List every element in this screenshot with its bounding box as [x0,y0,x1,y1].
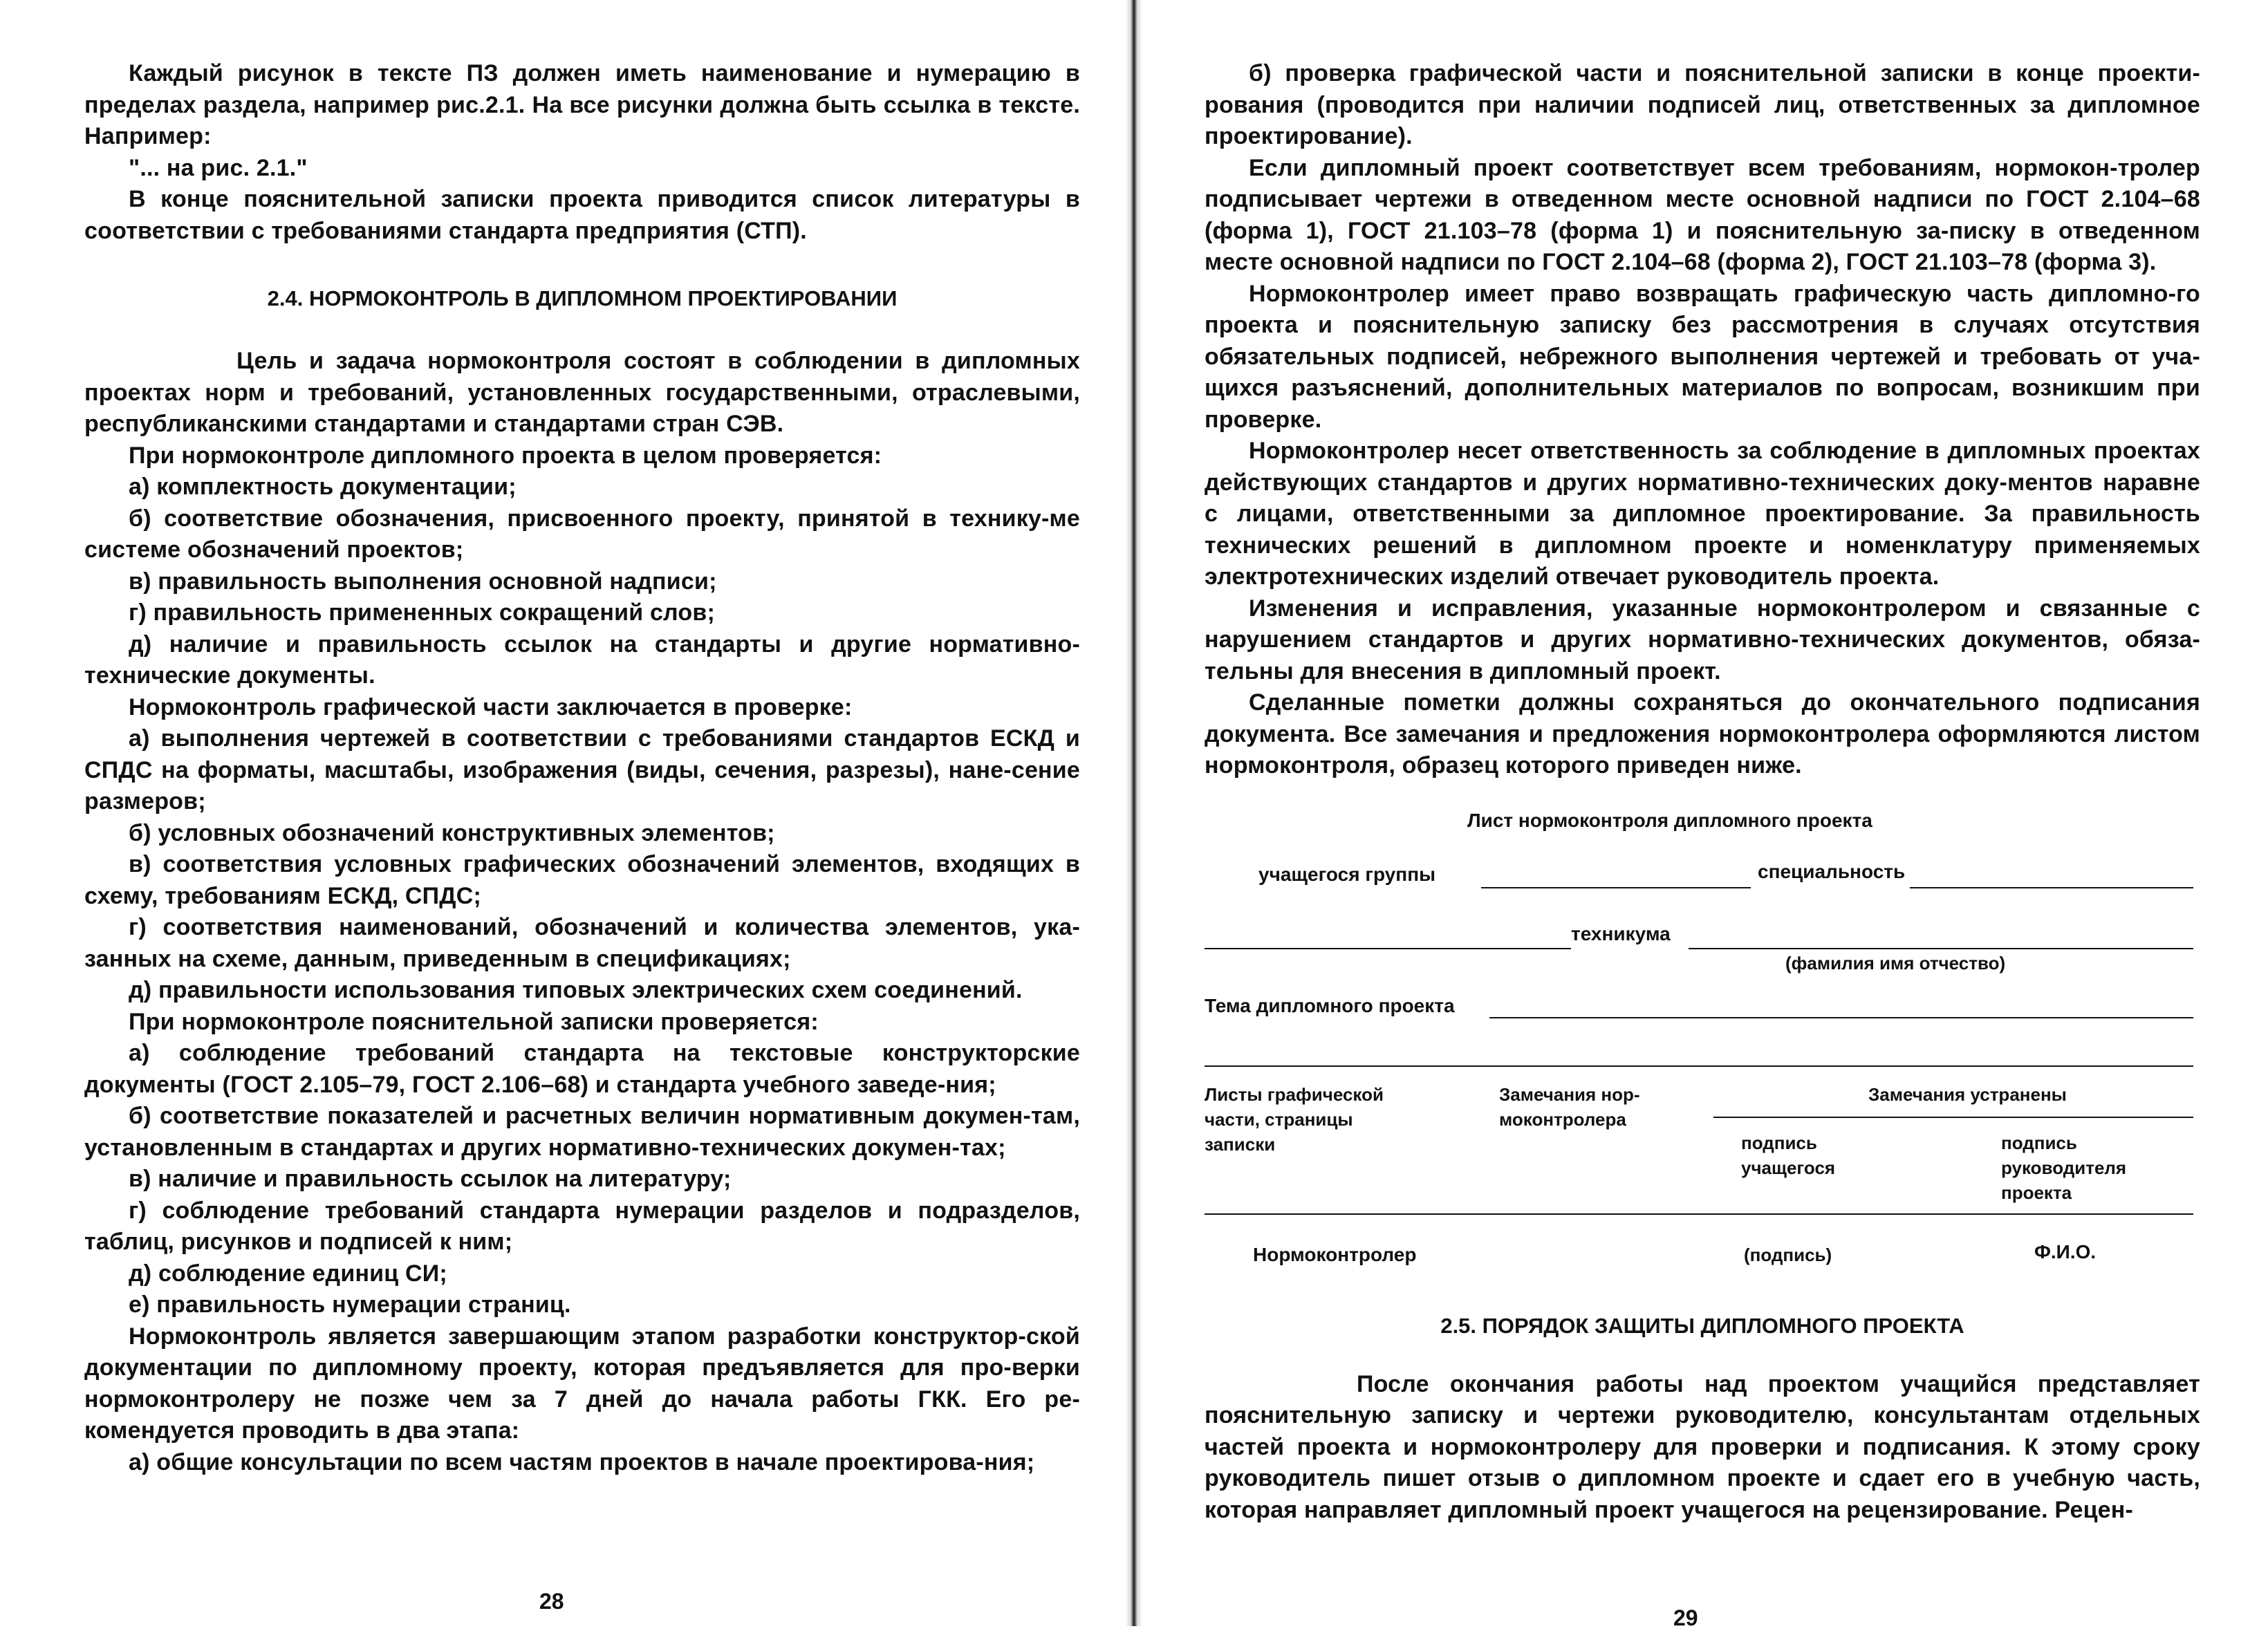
fio-short: Ф.И.О. [2034,1240,2097,1262]
col-fixed: Замечания устранены [1868,1083,2067,1105]
list-item: а) комплектность документации; [129,474,517,500]
paragraph: Нормоконтроль графической части заключается в проверке: [129,693,853,720]
section-title: 2.5. ПОРЯДОК ЗАЩИТЫ ДИПЛОМНОГО ПРОЕКТА [1440,1313,1964,1338]
fio-line [1689,948,2193,949]
col-remarks: Замечания нор-моконтролера [1499,1083,1640,1130]
fio-hint: (фамилия имя отчество) [1785,952,2006,973]
specialty-label: специальность [1758,860,1906,882]
group-line [1481,887,1751,888]
left-page [0,0,1120,1626]
signer-label: Нормоконтролер [1253,1243,1417,1265]
paragraph: После окончания работы над проектом учащийся представляет пояснительную записку и чертежи руководителю, консультантам отдельных частей проекта и нормоконтролеру для проверки и подписания. К этому сроку руководитель пишет отзыв о дипломном проекте и сдает его в учебную часть, которая направляет дипломный проект учащегося на рецензирование. Рецен- [1205,1370,2200,1523]
list-item: д) наличие и правильность ссылок на стандарты и другие нормативно-технические документы. [84,631,1080,689]
list-item: г) соблюдение требований стандарта нумерации разделов и подразделов, таблиц, рисунков и подписей к ним; [84,1197,1080,1255]
list-item: г) соответствия наименований, обозначений и количества элементов, ука-занных на схеме, данным, приведенным в спецификациях; [84,914,1080,972]
paragraph: Каждый рисунок в тексте ПЗ должен иметь наименование и нумерацию в пределах раздела, например рис.2.1. На все рисунки должна быть ссылка в тексте. Например: [84,60,1080,149]
page-number: 28 [539,1589,564,1614]
col-sign-head: подпись руководителя проекта [2001,1132,2127,1203]
list-item: б) проверка графической части и пояснительной записки в конце проекти-рования (проводится при наличии подписей лиц, ответственных за дипломное проектирование). [1205,60,2200,149]
paragraph: Сделанные пометки должны сохраняться до окончательного подписания документа. Все замечания и предложения нормоконтролера оформляются листом нормоконтроля, образец которого приведен ниже. [1205,689,2200,779]
paragraph: "... на рис. 2.1." [129,154,308,181]
list-item: в) соответствия условных графических обозначений элементов, входящих в схему, требованиям ЕСКД, СПДС; [84,851,1080,909]
paragraph: В конце пояснительной записки проекта приводится список литературы в соответствии с требованиями стандарта предприятия (СТП). [84,186,1080,244]
col-sheets: Листы графической части, страницы записки [1205,1083,1384,1155]
theme-line-2 [1205,1065,2193,1067]
right-page [1148,0,2268,1630]
sign-hint: (подпись) [1744,1244,1832,1265]
paragraph: При нормоконтроле пояснительной записки проверяется: [129,1008,819,1035]
normcontrol-form [1205,809,2200,1265]
list-item: д) соблюдение единиц СИ; [129,1260,447,1287]
list-item: е) правильность нумерации страниц. [129,1292,571,1318]
col-fixed-line [1713,1117,2193,1118]
technikum-line [1205,948,1571,949]
technikum-label: техникума [1571,922,1671,944]
left-column [84,58,1080,1478]
list-item: а) общие консультации по всем частям проектов в начале проектирова-ния; [129,1448,1035,1475]
list-item: б) условных обозначений конструктивных элементов; [129,819,775,846]
group-label: учащегося группы [1258,863,1436,885]
specialty-line [1910,887,2193,888]
section-title: 2.4. НОРМОКОНТРОЛЬ В ДИПЛОМНОМ ПРОЕКТИРОВАНИИ [267,286,898,310]
paragraph: Нормоконтроль является завершающим этапом разработки конструктор-ской документации по дипломному проекту, которая предъявляется для про-верки нормоконтролеру не позже чем за 7 дней до начала работы ГКК. Его ре-комендуется проводить в два этапа: [84,1323,1080,1444]
table-bottom-line [1205,1213,2193,1215]
theme-line [1489,1017,2193,1018]
list-item: в) наличие и правильность ссылок на литературу; [129,1166,732,1192]
paragraph: При нормоконтроле дипломного проекта в целом проверяется: [129,442,882,469]
paragraph: Нормоконтролер несет ответственность за соблюдение в дипломных проектах действующих стандартов и других нормативно-технических доку-ментов наравне с лицами, ответственными за дипломное проектирование. За правильность технических решений в дипломном проекте и номенклатуру применяемых электротехнических изделий отвечает руководитель проекта. [1205,438,2200,590]
theme-label: Тема дипломного проекта [1205,994,1455,1016]
list-item: г) правильность примененных сокращений слов; [129,599,715,626]
list-item: б) соответствие обозначения, присвоенного проекту, принятой в технику-ме системе обозначений проектов; [84,505,1080,563]
right-column [1205,58,2200,1526]
list-item: а) выполнения чертежей в соответствии с требованиями стандартов ЕСКД и СПДС на форматы, масштабы, изображения (виды, сечения, разрезы), нане-сение размеров; [84,725,1080,814]
list-item: б) соответствие показателей и расчетных величин нормативным докумен-там, установленным в стандартах и других нормативно-технических докумен-тах; [84,1103,1080,1161]
col-sign-student: подпись учащегося [1741,1132,1836,1178]
list-item: в) правильность выполнения основной надписи; [129,568,717,595]
page-number: 29 [1673,1605,1698,1630]
list-item: а) соблюдение требований стандарта на текстовые конструкторские документы (ГОСТ 2.105–79, ГОСТ 2.106–68) и стандарта учебного заведе-ния; [84,1040,1080,1098]
book-spine [1126,0,1142,1626]
paragraph: Изменения и исправления, указанные нормоконтролером и связанные с нарушением стандартов и других нормативно-технических документов, обяза-тельны для внесения в дипломный проект. [1205,595,2200,684]
paragraph: Нормоконтролер имеет право возвращать графическую часть дипломно-го проекта и пояснительную записку без рассмотрения в случаях отсутствия обязательных подписей, небрежного выполнения чертежей и требовать от уча-щихся разъяснений, дополнительных материалов по вопросам, возникшим при проверке. [1205,280,2200,433]
paragraph: Цель и задача нормоконтроля состоят в соблюдении в дипломных проектах норм и требований, установленных государственными, отраслевыми, республиканскими стандартами и стандартами стран СЭВ. [84,348,1080,437]
list-item: д) правильности использования типовых электрических схем соединений. [129,977,1023,1003]
paragraph: Если дипломный проект соответствует всем требованиям, нормокон-тролер подписывает чертежи в отведенном месте основной надписи по ГОСТ 2.104–68 (форма 1), ГОСТ 21.103–78 (форма 1) и пояснительную за-писку в отведенном месте основной надписи по ГОСТ 2.104–68 (форма 2), ГОСТ 21.103–78 (форма 3). [1205,154,2200,275]
form-title: Лист нормоконтроля дипломного проекта [1467,809,1872,831]
